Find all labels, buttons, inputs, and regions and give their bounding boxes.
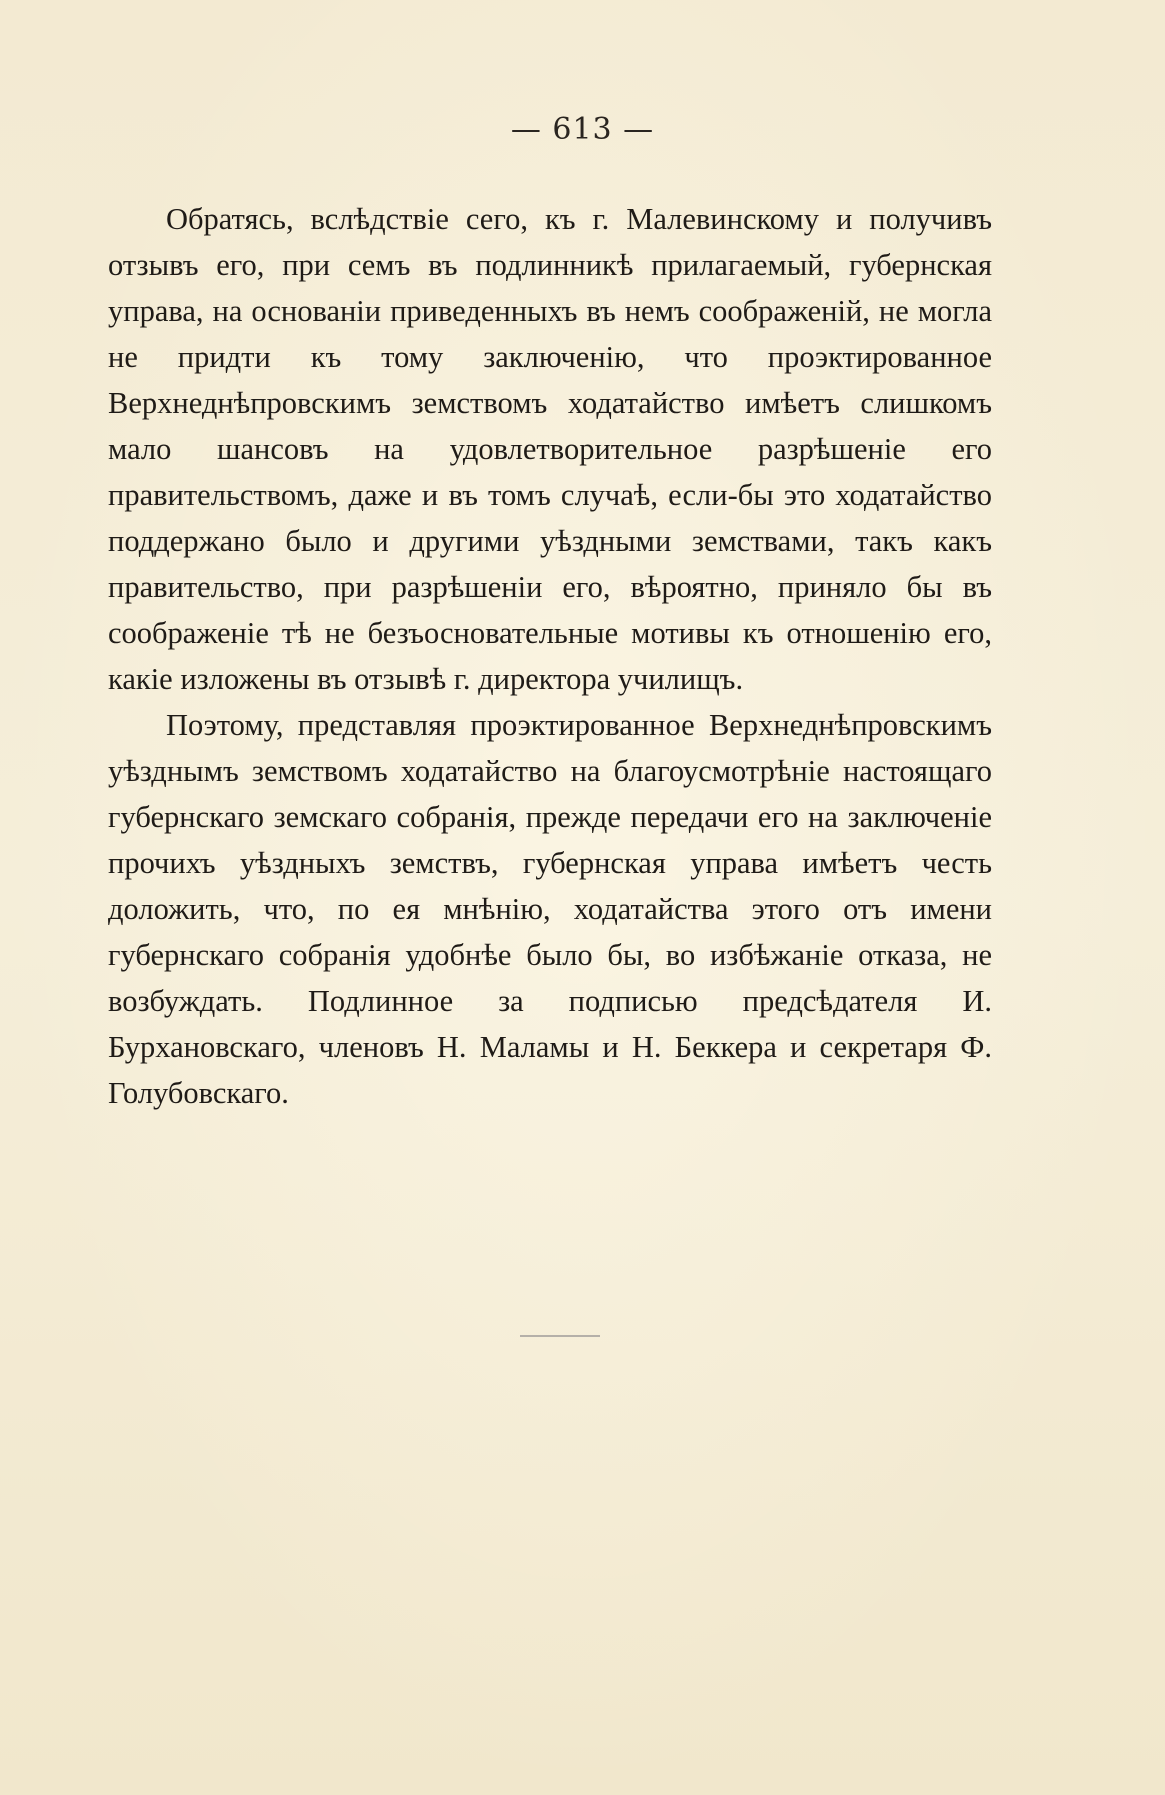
page-number: — 613 —: [510, 112, 655, 147]
paragraph-2: Поэтому, представляя проэктированное Верхнеднѣпровскимъ уѣзднымъ земствомъ ходатайство на благоусмотрѣніе настоящаго губернскаго земскаго собранія, прежде передачи его на заключеніе прочихъ уѣздныхъ земствъ, губернская управа имѣетъ честь доложить, что, по ея мнѣнію, ходатайства этого отъ имени губернскаго собранія удобнѣе было бы, во избѣжаніе отказа, не возбуждать. Подлинное за подписью предсѣдателя И. Бурхановскаго, членовъ Н. Маламы и Н. Беккера и секретаря Ф. Голубовскаго.: [108, 708, 992, 1110]
show-through-rule: [520, 1335, 600, 1337]
show-through-bleed: [140, 1180, 700, 1219]
body-text: [108, 196, 992, 1116]
paragraph-1: Обратясь, вслѣдствіе сего, къ г. Малевинскому и получивъ отзывъ его, при семъ въ подлинникѣ прилагаемый, губернская управа, на основаніи приведенныхъ въ немъ соображеній, не могла не придти къ тому заключенію, что проэктированное Верхнеднѣпровскимъ земствомъ ходатайство имѣетъ слишкомъ мало шансовъ на удовлетворительное разрѣшеніе его правительствомъ, даже и въ томъ случаѣ, если-бы это ходатайство поддержано было и другими уѣздными земствами, такъ какъ правительство, при разрѣшеніи его, вѣроятно, приняло бы въ соображеніе тѣ не безъосновательные мотивы къ отношенію его, какіе изложены въ отзывѣ г. директора училищъ.: [108, 202, 992, 696]
